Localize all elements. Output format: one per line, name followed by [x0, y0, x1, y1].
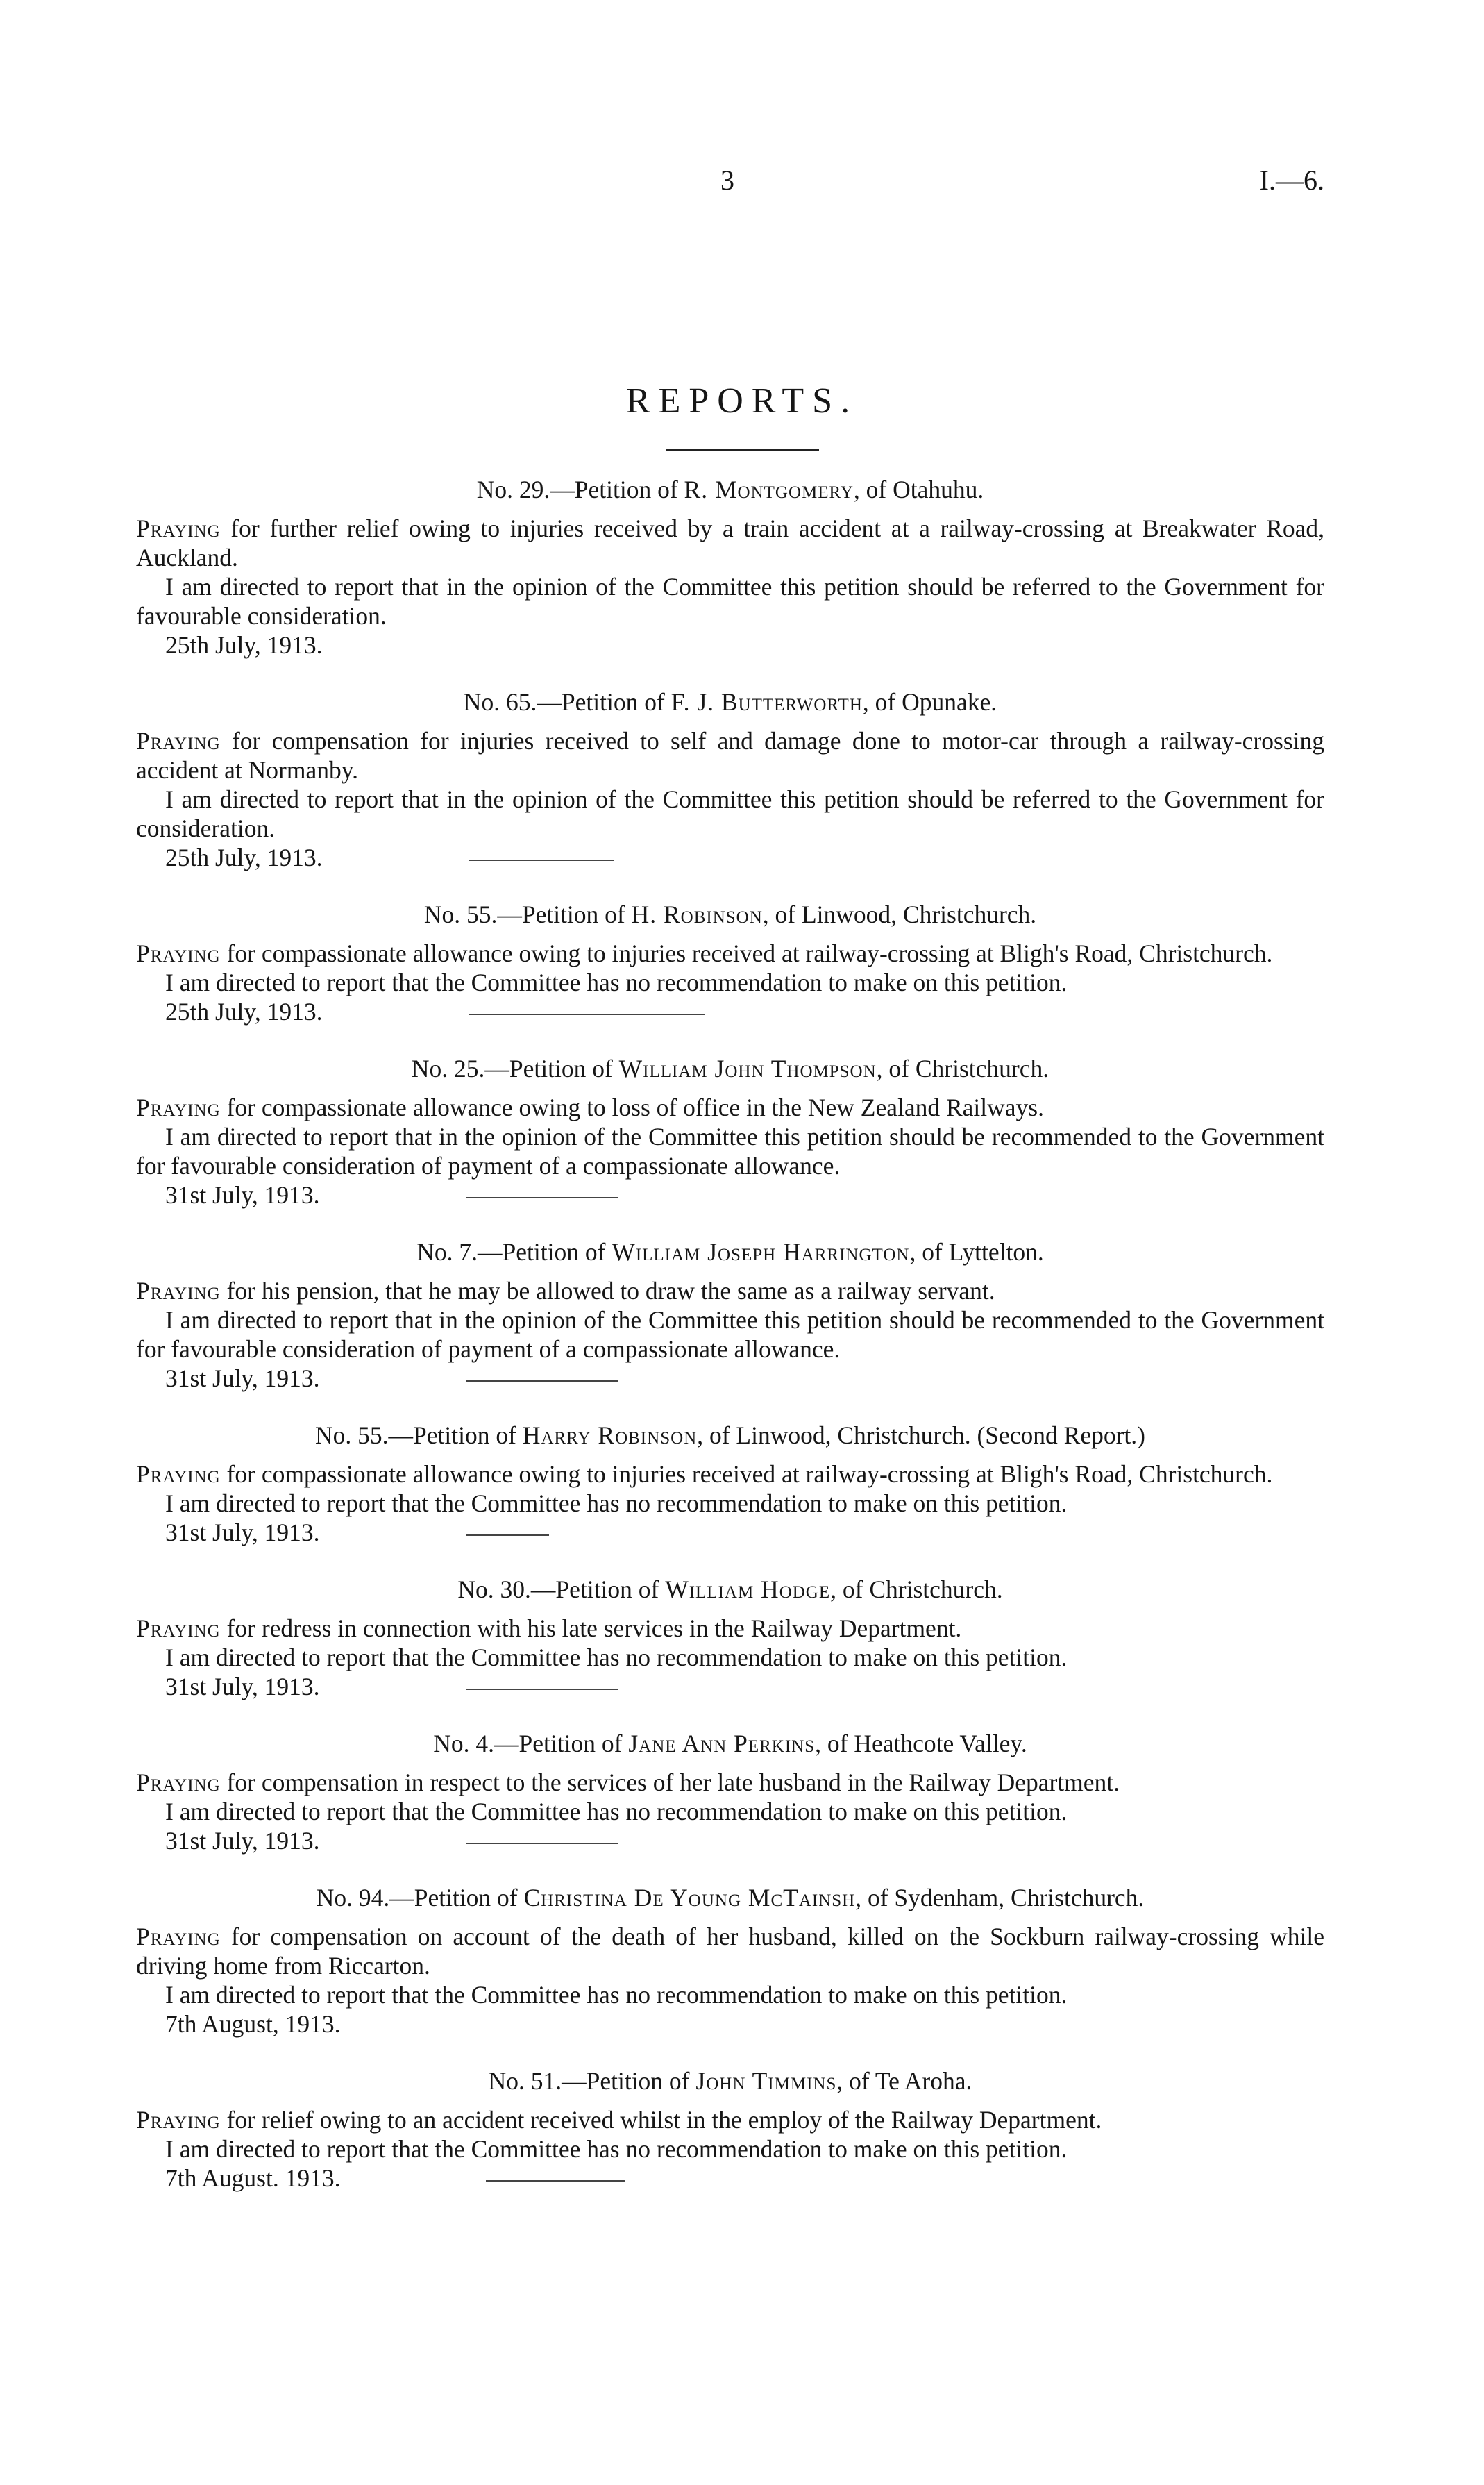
petitioner-name: John Timmins [695, 2067, 837, 2095]
petition-number: No. 51.—Petition of [488, 2067, 690, 2095]
praying-text: for his pension, that he may be allowed to draw the same as a railway servant. [220, 1277, 995, 1305]
committee-report: I am directed to report that in the opinion of the Committee this petition should be recommended to the Government for favourable consideration of payment of a compassionate allowance. [136, 1306, 1324, 1363]
praying-text: for compensation on account of the death of her husband, killed on the Sockburn railway-crossing while driving home from Riccarton. [136, 1923, 1324, 1980]
document-reference: I.—6. [1259, 165, 1324, 196]
praying-paragraph [136, 1093, 1324, 1122]
petition-number: No. 25.—Petition of [411, 1055, 613, 1082]
petition-entry [136, 2066, 1324, 2193]
petition-number: No. 7.—Petition of [416, 1238, 606, 1266]
petitioner-name: Jane Ann Perkins [628, 1730, 816, 1757]
petition-entry [136, 1421, 1324, 1547]
section-divider [466, 1197, 618, 1198]
report-date: 25th July, 1913. [136, 997, 1324, 1026]
praying-label: Praying [136, 1768, 221, 1796]
petition-number: No. 29.—Petition of [476, 476, 678, 503]
petition-number: No. 4.—Petition of [433, 1730, 623, 1757]
petitioner-name: R. Montgomery [684, 476, 854, 503]
petitioner-name: H. Robinson [631, 901, 763, 928]
report-date: 31st July, 1913. [136, 1364, 1324, 1393]
petition-number: No. 30.—Petition of [457, 1575, 659, 1603]
section-divider [469, 1014, 705, 1015]
praying-paragraph [136, 1276, 1324, 1305]
petition-title [136, 1237, 1324, 1266]
praying-text: for compensation for injuries received to self and damage done to motor-car through a railway-crossing accident at Normanby. [136, 727, 1324, 784]
section-divider [466, 1380, 618, 1382]
praying-paragraph [136, 726, 1324, 785]
praying-paragraph [136, 2105, 1324, 2134]
petitions-list [136, 468, 1324, 2193]
petitioner-location: , of Lyttelton. [909, 1238, 1044, 1266]
praying-text: for compensation in respect to the services of her late husband in the Railway Department. [220, 1768, 1120, 1796]
petition-entry [136, 475, 1324, 660]
section-divider [469, 860, 614, 861]
petitioner-location: , of Opunake. [862, 688, 997, 716]
praying-text: for compassionate allowance owing to injuries received at railway-crossing at Bligh's Road, Christchurch. [220, 1460, 1273, 1488]
praying-text: for compassionate allowance owing to injuries received at railway-crossing at Bligh's Road, Christchurch. [220, 939, 1273, 967]
committee-report: I am directed to report that in the opinion of the Committee this petition should be recommended to the Government for favourable consideration of payment of a compassionate allowance. [136, 1123, 1324, 1180]
petitioner-location: , of Otahuhu. [853, 476, 984, 503]
committee-report: I am directed to report that the Committee has no recommendation to make on this petition. [165, 1643, 1068, 1671]
petitioner-location: , of Christchurch. [830, 1575, 1003, 1603]
petitioner-location: , of Sydenham, Christchurch. [855, 1884, 1145, 1911]
committee-report: I am directed to report that the Committee has no recommendation to make on this petition. [165, 2135, 1068, 2163]
petition-entry [136, 1054, 1324, 1210]
petition-number: No. 55.—Petition of [423, 901, 625, 928]
praying-label: Praying [136, 1614, 221, 1642]
petitioner-name: William Joseph Harrington [612, 1238, 910, 1266]
petitioner-name: William John Thompson [618, 1055, 877, 1082]
petition-title [136, 900, 1324, 929]
report-date: 25th July, 1913. [136, 843, 1324, 872]
committee-report: I am directed to report that the Committee has no recommendation to make on this petition. [165, 1981, 1068, 2009]
page-title: REPORTS. [625, 381, 859, 421]
report-date: 7th August, 1913. [165, 2010, 341, 2038]
section-divider [466, 1843, 618, 1844]
petition-title [136, 687, 1324, 717]
praying-paragraph [136, 939, 1324, 968]
petitioner-location: , of Te Aroha. [836, 2067, 972, 2095]
petition-title [136, 1421, 1324, 1450]
report-date: 7th August. 1913. [136, 2164, 1324, 2193]
petition-title [136, 1883, 1324, 1912]
petition-entry [136, 1883, 1324, 2039]
praying-paragraph [136, 1768, 1324, 1797]
section-divider [466, 1534, 549, 1536]
petitioner-location: , of Linwood, Christchurch. [762, 901, 1037, 928]
petitioner-name: William Hodge [665, 1575, 831, 1603]
petitioner-name: Harry Robinson [522, 1421, 698, 1449]
petition-title [136, 475, 1324, 504]
praying-label: Praying [136, 727, 221, 755]
committee-report: I am directed to report that the Committee has no recommendation to make on this petition. [165, 1489, 1068, 1517]
praying-paragraph [136, 514, 1324, 572]
praying-label: Praying [136, 514, 221, 542]
praying-label: Praying [136, 1923, 221, 1950]
committee-report: I am directed to report that in the opinion of the Committee this petition should be referred to the Government for favourable consideration. [136, 573, 1324, 630]
page-number: 3 [720, 165, 734, 196]
petition-entry [136, 1575, 1324, 1701]
petition-entry [136, 687, 1324, 872]
petition-entry [136, 900, 1324, 1026]
petition-title [136, 1575, 1324, 1604]
praying-label: Praying [136, 2106, 221, 2134]
petition-entry [136, 1729, 1324, 1855]
petitioner-location: , of Christchurch. [876, 1055, 1049, 1082]
praying-text: for further relief owing to injuries received by a train accident at a railway-crossing at Breakwater Road, Auckland. [136, 514, 1324, 571]
report-date: 31st July, 1913. [136, 1518, 1324, 1547]
praying-paragraph [136, 1614, 1324, 1643]
report-date: 31st July, 1913. [136, 1826, 1324, 1855]
section-divider [466, 1689, 618, 1690]
petition-number: No. 55.—Petition of [315, 1421, 516, 1449]
committee-report: I am directed to report that the Committee has no recommendation to make on this petition. [165, 1798, 1068, 1825]
praying-text: for redress in connection with his late services in the Railway Department. [220, 1614, 962, 1642]
petitioner-name: Christina De Young McTainsh [523, 1884, 856, 1911]
title-rule [666, 449, 819, 451]
petition-title [136, 1729, 1324, 1758]
praying-label: Praying [136, 1277, 221, 1305]
praying-paragraph [136, 1922, 1324, 1980]
petition-number: No. 65.—Petition of [463, 688, 665, 716]
report-date: 25th July, 1913. [165, 631, 323, 659]
petitioner-location: , of Linwood, Christchurch. (Second Report.) [697, 1421, 1145, 1449]
petition-title [136, 2066, 1324, 2095]
praying-label: Praying [136, 1460, 221, 1488]
praying-text: for relief owing to an accident received whilst in the employ of the Railway Department. [220, 2106, 1102, 2134]
report-date: 31st July, 1913. [136, 1672, 1324, 1701]
praying-label: Praying [136, 939, 221, 967]
petition-title [136, 1054, 1324, 1083]
committee-report: I am directed to report that in the opinion of the Committee this petition should be referred to the Government for consideration. [136, 785, 1324, 842]
petitioner-location: , of Heathcote Valley. [815, 1730, 1027, 1757]
praying-paragraph [136, 1459, 1324, 1489]
petition-number: No. 94.—Petition of [316, 1884, 518, 1911]
section-divider [486, 2180, 625, 2182]
petitioner-name: F. J. Butterworth [671, 688, 863, 716]
praying-text: for compassionate allowance owing to loss of office in the New Zealand Railways. [220, 1094, 1044, 1121]
petition-entry [136, 1237, 1324, 1393]
praying-label: Praying [136, 1094, 221, 1121]
report-date: 31st July, 1913. [136, 1180, 1324, 1210]
committee-report: I am directed to report that the Committee has no recommendation to make on this petition. [165, 969, 1068, 996]
